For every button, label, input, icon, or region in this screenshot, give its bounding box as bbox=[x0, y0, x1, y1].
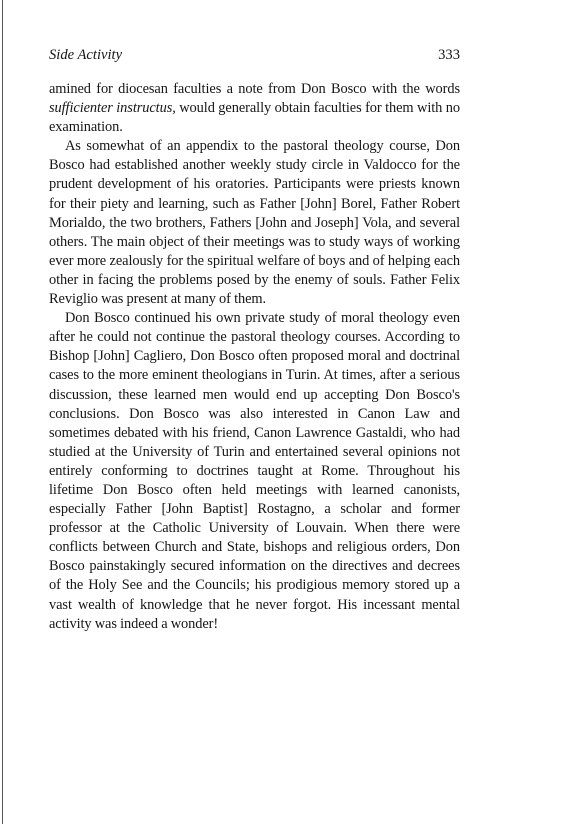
running-head bbox=[49, 47, 460, 64]
paragraph-text: amined for diocesan faculties a note from Don Bosco with the words bbox=[49, 81, 460, 97]
page-edge-rule bbox=[2, 0, 3, 824]
paragraph-moral-theology: Don Bosco continued his own private study of moral theology even after he could not continue the pastoral theology courses. According to Bishop [John] Cagliero, Don Bosco often proposed moral and doctrinal cases to the more eminent theologians in Turin. At times, after a serious discussion, these learned men would end up accepting Don Bosco's conclusions. Don Bosco was also interested in Canon Law and sometimes debated with his friend, Canon Lawrence Gastaldi, who had studied at the University of Turin and entertained several opinions not entirely conforming to doctrines taught at Rome. Throughout his lifetime Don Bosco often held meetings with learned canonists, especially Father [John Baptist] Rostagno, a scholar and former professor at the Catholic University of Louvain. When there were conflicts between Church and State, bishops and religious orders, Don Bosco painstakingly secured information on the directives and decrees of the Holy See and the Councils; his prodigious memory stored up a vast wealth of knowledge that he never forgot. His incessant mental activity was indeed a wonder! bbox=[49, 310, 460, 632]
latin-phrase: sufficienter instructus, bbox=[49, 100, 176, 117]
paragraph-continuation bbox=[49, 80, 460, 137]
running-title: Side Activity bbox=[49, 47, 123, 63]
body-text bbox=[49, 80, 460, 634]
page-number: 333 bbox=[438, 47, 460, 63]
paragraph-text: would generally obtain faculties for them with no examination. bbox=[49, 100, 461, 136]
paragraph-study-circle: As somewhat of an appendix to the pastoral theology course, Don Bosco had established another weekly study circle in Valdocco for the prudent development of his oratories. Participants were priests known for their piety and learning, such as Father [John] Borel, Father Robert Morialdo, the two brothers, Fathers [John and Joseph] Vola, and several others. The main object of their meetings was to study ways of working ever more zealously for the spiritual welfare of boys and of helping each other in facing the problems posed by the enemy of souls. Father Felix Reviglio was present at many of them. bbox=[49, 138, 460, 308]
book-page bbox=[49, 47, 460, 634]
